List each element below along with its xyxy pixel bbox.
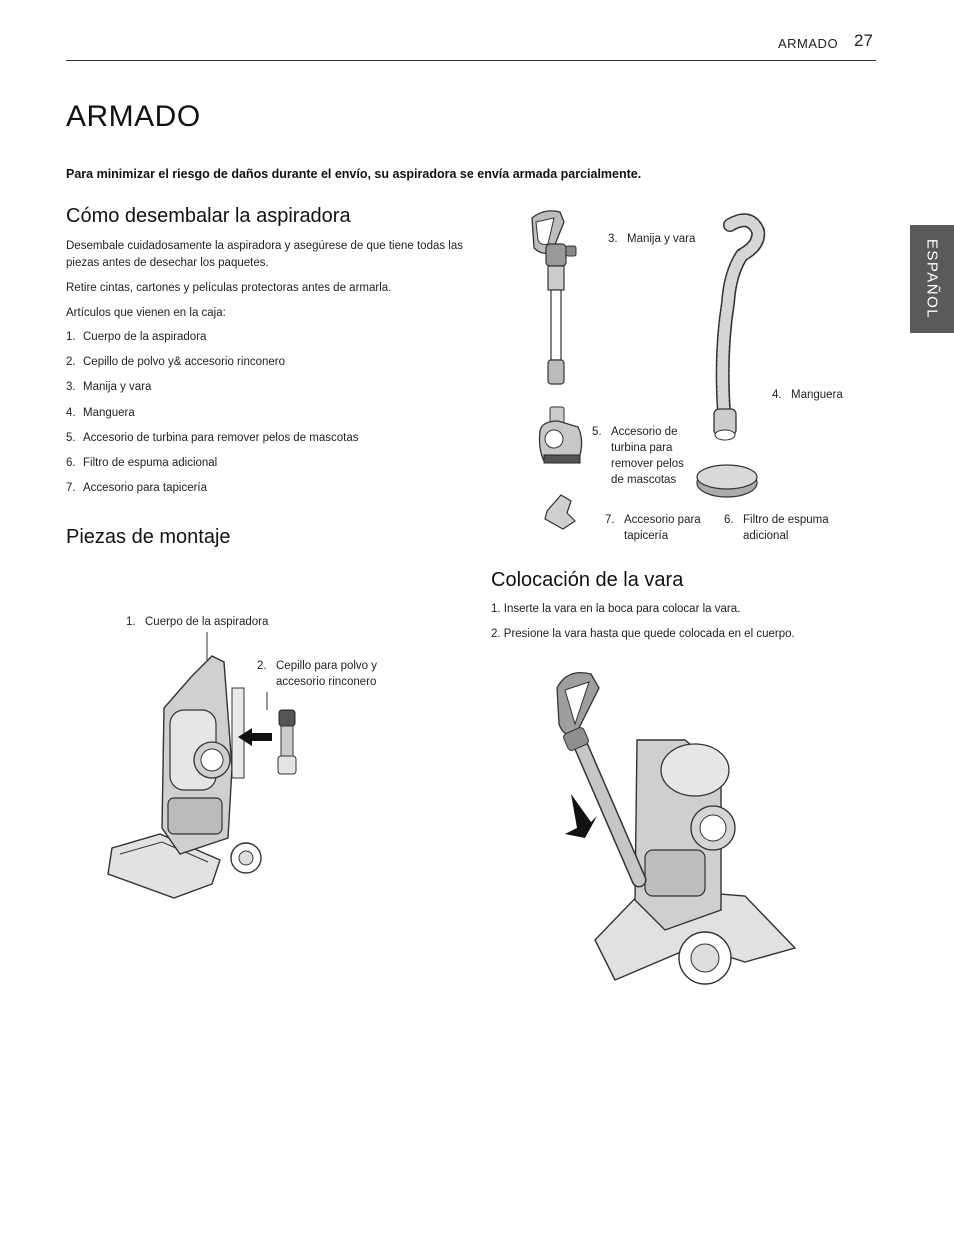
unpack-paragraph-3: Artículos que vienen en la caja: — [66, 307, 226, 319]
running-header-section: ARMADO — [778, 36, 839, 51]
vacuum-body-illustration — [100, 648, 270, 908]
caption-handle-wand: 3. Manija y vara — [608, 233, 696, 245]
list-item: 1. Cuerpo de la aspiradora — [66, 331, 207, 343]
vacuum-wand-assembly-illustration — [545, 660, 805, 1010]
page-title: ARMADO — [66, 100, 201, 133]
language-tab-label: ESPAÑOL — [923, 238, 941, 320]
caption-foam-filter: 6. Filtro de espuma adicional — [724, 514, 829, 542]
list-item: 7. Accesorio para tapicería — [66, 482, 208, 495]
unpack-paragraph-1: Desembale cuidadosamente la aspiradora y asegúrese de que tiene todas las piezas antes de desechar los paquetes. — [66, 240, 464, 269]
list-item: 3. Manija y vara — [66, 381, 152, 394]
dust-brush-illustration — [275, 708, 299, 776]
wand-step-2: 2. Presione la vara hasta que quede colocada en el cuerpo. — [491, 628, 795, 640]
unpack-paragraph-2: Retire cintas, cartones y películas protectoras antes de armarla. — [66, 282, 392, 294]
caption-upholstery-tool: 7. Accesorio para tapicería — [605, 514, 701, 542]
list-item: 5. Accesorio de turbina para remover pelos de mascotas — [66, 431, 359, 444]
wand-heading: Colocación de la vara — [491, 569, 684, 591]
caption-turbine-tool: 5. Accesorio de turbina para remover pelos de mascotas — [592, 426, 684, 486]
insert-arrow-icon — [238, 728, 272, 746]
list-item: 6. Filtro de espuma adicional — [66, 456, 218, 469]
assembly-heading: Piezas de montaje — [66, 526, 231, 548]
intro-text: Para minimizar el riesgo de daños durante el envío, su aspiradora se envía armada parcialmente. — [66, 167, 642, 181]
wand-step-1: 1. Inserte la vara en la boca para colocar la vara. — [491, 603, 741, 615]
caption-dust-brush: 2. Cepillo para polvo y accesorio rinconero — [257, 660, 378, 688]
page-number: 27 — [854, 31, 873, 50]
caption-hose: 4. Manguera — [772, 389, 843, 401]
caption-vacuum-body: 1. Cuerpo de la aspiradora — [126, 616, 269, 628]
list-item: 4. Manguera — [66, 406, 135, 419]
unpack-heading: Cómo desembalar la aspiradora — [66, 205, 351, 227]
list-item: 2. Cepillo de polvo y& accesorio rinconero — [66, 356, 285, 369]
